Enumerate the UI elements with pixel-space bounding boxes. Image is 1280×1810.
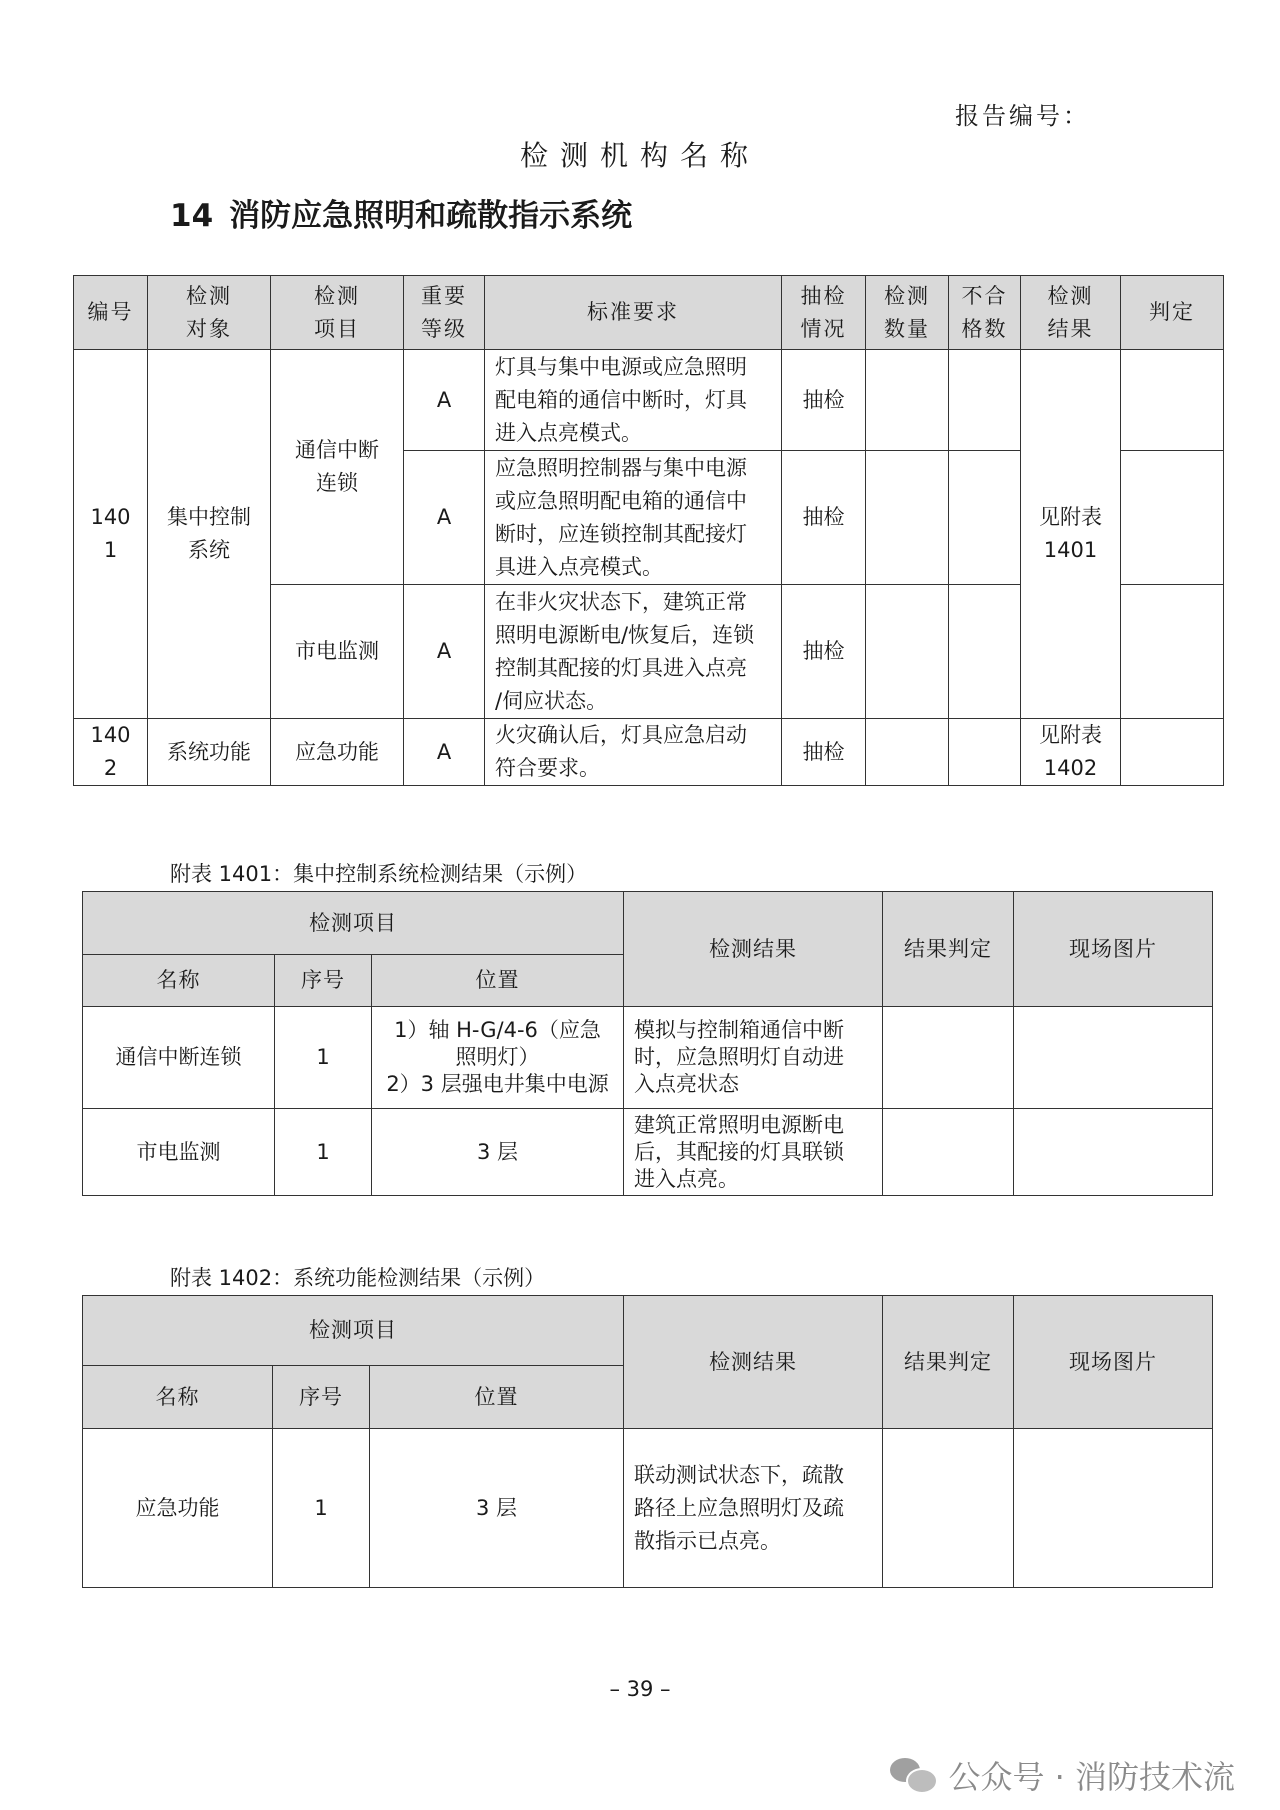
header-id: 编号 (74, 276, 148, 350)
row-quantity (866, 451, 949, 585)
row-failed (949, 719, 1021, 786)
row-id-1401: 140 1 (74, 350, 148, 719)
row-item-emergency: 应急功能 (271, 719, 404, 786)
header-seq: 序号 (275, 955, 372, 1007)
header-item: 检测 项目 (271, 276, 404, 350)
header-verdict: 结果判定 (883, 1296, 1014, 1429)
row-standard: 在非火灾状态下，建筑正常 照明电源断电/恢复后，连锁 控制其配接的灯具进入点亮 /伺应状态。 (485, 585, 782, 719)
cell-name: 市电监测 (83, 1109, 275, 1196)
cell-seq: 1 (273, 1429, 370, 1588)
row-level: A (404, 451, 485, 585)
row-level: A (404, 350, 485, 451)
row-verdict (1121, 451, 1224, 585)
annex-1402-caption: 附表 1402：系统功能检测结果（示例） (170, 1266, 546, 1290)
row-verdict (1121, 585, 1224, 719)
header-location: 位置 (372, 955, 624, 1007)
wechat-icon (890, 1756, 936, 1794)
section-number: 14 (170, 198, 214, 234)
header-photo: 现场图片 (1014, 1296, 1213, 1429)
row-failed (949, 451, 1021, 585)
row-verdict (1121, 719, 1224, 786)
cell-result: 模拟与控制箱通信中断 时，应急照明灯自动进 入点亮状态 (624, 1007, 883, 1109)
header-row (74, 276, 1224, 350)
header-name: 名称 (83, 1366, 273, 1429)
row-quantity (866, 350, 949, 451)
header-result: 检测结果 (624, 892, 883, 1007)
row-quantity (866, 719, 949, 786)
row-sampling: 抽检 (782, 585, 866, 719)
header-verdict: 判定 (1121, 276, 1224, 350)
inspection-table (73, 275, 1224, 786)
watermark-text: 公众号 · 消防技术流 (948, 1758, 1235, 1796)
section-title (170, 190, 632, 235)
cell-verdict (883, 1109, 1014, 1196)
row-result-1401: 见附表 1401 (1021, 350, 1121, 719)
header-photo: 现场图片 (1014, 892, 1213, 1007)
watermark (890, 1752, 1235, 1798)
header-result: 检测 结果 (1021, 276, 1121, 350)
cell-name: 应急功能 (83, 1429, 273, 1588)
row-level: A (404, 719, 485, 786)
row-standard: 火灾确认后，灯具应急启动 符合要求。 (485, 719, 782, 786)
row-item-comm-interrupt: 通信中断 连锁 (271, 350, 404, 585)
table-row (83, 1109, 1213, 1196)
row-sampling: 抽检 (782, 719, 866, 786)
header-quantity: 检测 数量 (866, 276, 949, 350)
table-row (83, 1007, 1213, 1109)
organization-name: 检测机构名称 (519, 139, 760, 172)
page-number: – 39 – (609, 1677, 671, 1701)
header-row (83, 892, 1213, 955)
annex-1402-table (82, 1295, 1213, 1588)
cell-location: 1）轴 H-G/4-6（应急 照明灯） 2）3 层强电井集中电源 (372, 1007, 624, 1109)
table-row (83, 1429, 1213, 1588)
row-sampling: 抽检 (782, 350, 866, 451)
cell-location: 3 层 (372, 1109, 624, 1196)
row-standard: 应急照明控制器与集中电源 或应急照明配电箱的通信中 断时，应连锁控制其配接灯 具进入点亮模式。 (485, 451, 782, 585)
row-id-1402: 140 2 (74, 719, 148, 786)
row-object-1401: 集中控制 系统 (148, 350, 271, 719)
header-object: 检测 对象 (148, 276, 271, 350)
cell-name: 通信中断连锁 (83, 1007, 275, 1109)
table-row (74, 719, 1224, 786)
header-location: 位置 (370, 1366, 624, 1429)
row-failed (949, 350, 1021, 451)
row-verdict (1121, 350, 1224, 451)
cell-result: 建筑正常照明电源断电 后，其配接的灯具联锁 进入点亮。 (624, 1109, 883, 1196)
row-failed (949, 585, 1021, 719)
header-sampling: 抽检 情况 (782, 276, 866, 350)
header-verdict: 结果判定 (883, 892, 1014, 1007)
cell-seq: 1 (275, 1109, 372, 1196)
header-result: 检测结果 (624, 1296, 883, 1429)
cell-photo (1014, 1429, 1213, 1588)
header-group: 检测项目 (83, 1296, 624, 1366)
row-sampling: 抽检 (782, 451, 866, 585)
section-title-text: 消防应急照明和疏散指示系统 (229, 198, 633, 234)
header-level: 重要 等级 (404, 276, 485, 350)
row-level: A (404, 585, 485, 719)
header-name: 名称 (83, 955, 275, 1007)
cell-photo (1014, 1007, 1213, 1109)
cell-location: 3 层 (370, 1429, 624, 1588)
cell-verdict (883, 1007, 1014, 1109)
header-standard: 标准要求 (485, 276, 782, 350)
header-row (83, 1296, 1213, 1366)
cell-verdict (883, 1429, 1014, 1588)
header-failed: 不合 格数 (949, 276, 1021, 350)
header-seq: 序号 (273, 1366, 370, 1429)
cell-photo (1014, 1109, 1213, 1196)
row-item-mains-monitor: 市电监测 (271, 585, 404, 719)
header-group: 检测项目 (83, 892, 624, 955)
table-row (74, 350, 1224, 451)
row-quantity (866, 585, 949, 719)
row-standard: 灯具与集中电源或应急照明 配电箱的通信中断时，灯具 进入点亮模式。 (485, 350, 782, 451)
cell-result: 联动测试状态下，疏散 路径上应急照明灯及疏 散指示已点亮。 (624, 1429, 883, 1588)
annex-1401-caption: 附表 1401：集中控制系统检测结果（示例） (170, 862, 588, 886)
row-result-1402: 见附表 1402 (1021, 719, 1121, 786)
report-number-label: 报告编号： (955, 102, 1090, 130)
row-object-1402: 系统功能 (148, 719, 271, 786)
annex-1401-table (82, 891, 1213, 1196)
cell-seq: 1 (275, 1007, 372, 1109)
